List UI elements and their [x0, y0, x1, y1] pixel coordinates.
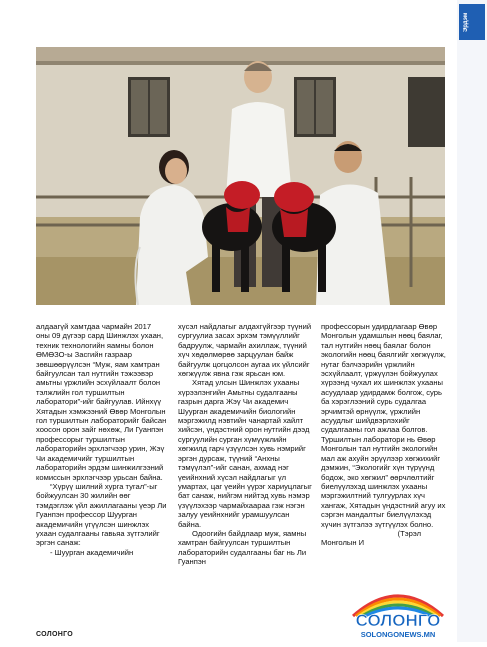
- author-line: (Тэрэл: [397, 528, 421, 538]
- svg-text:SOLONGONEWS.MN: SOLONGONEWS.MN: [360, 630, 436, 639]
- side-strip: [457, 0, 487, 642]
- text-column-3: [321, 322, 451, 548]
- article-photo: [36, 47, 445, 305]
- paragraph: Одоогийн байдлаар муж, яамны хамтран байгуулсан туршилтын лабораторийн судалгааны баг нь Ли Гуанпэн: [178, 528, 307, 567]
- paragraph: хүсэл найдлагыг алдахгүйгээр түүний сургуулиа засах эрхэм тэмүүллийг бадруулж, чармайн ахиллаж, түүний хүч хөдөлмөрөө зарцуулан байж байгуулж цогцолсон аугаа их үйлсийг хөгжүүлж явна гэж ярьсан юм.: [178, 322, 312, 379]
- source-line: Монголын И: [321, 538, 365, 548]
- paragraph: алдаагүй хамтдаа чармайн 2017 оны 09 дүгээр сард Шинжлэх ухаан, техник технологийн яамны болон ӨМӨЗО-ы Засгийн газраар зөвшөөрүүлсэн “Муж, яам хамтран байгуулсан тал нутгийн тэжээвэр амьтны үржлийн эсхүйлаалт болон тэлжлийн гол туршилтын лаборатори”-ийг байгуулав. Ийнхүү Хятадын хэмжээний Өвөр Монголын гол туршилтын лабораторийг байсан хоосон орон зайг нөхөж, Ли Гуанпэн профессорыг туршилтын лабораторийн эрхлэгчээр урин, Жэү Чи академичийг туршилтын лабораторийн эрдэм шинжилгээний комиссын эрхлэгчээр урьсан байна.: [36, 322, 167, 482]
- footer-label: СОЛОНГО: [36, 631, 73, 638]
- text-column-1: [36, 322, 167, 557]
- paragraph: “Хүрүү шилний хурга тугал”-ыг бойжуулсан 30 жилийн өөг тэмдэглэж үйл ажиллагааны үеэр Ли Гуанпэн профессор Шуурган академичийн үгүүлсэн шинжлэх ухаан судалгааны гавьяа зүтгэлийг эргэн санаж:: [36, 481, 167, 548]
- publication-logo: [347, 582, 449, 642]
- paragraph: - Шуурган академичийн: [50, 547, 134, 557]
- svg-text:СОЛОНГО: СОЛОНГО: [355, 611, 441, 630]
- text-column-2: [178, 322, 313, 567]
- section-tab-label: Эрдэм: [463, 12, 469, 32]
- paragraph: Хятад улсын Шинжлэх ухааны хүрээлэнгийн Амьтны судалгааны газрын дарга Жэү Чи академич Шуурган академичийн биологийн мэргэжилд нэвтийн чанартай хайлт хийсэн, үндэстний орон нутгийн дээд сургуулийн сурган хүмүүжлийн хөгжилд гарч үзүүлсэн хувь нэмрийг эргэн дурсаж, түүний “Анхны тэмүүлэл”-ийг санан, ахмад нэг үеийнхний хүсэл найдлагыг үл умартах, цаг үеийн үүрэг хариуцлагыг бат санаж, нийгэм нийтэд хувь нэмэр үзүүлэхээр чармайхаараа гэж нэгэн залуу үеийнхнийг урамшуулсан байна.: [178, 378, 312, 529]
- paragraph: профессорын удирдлагаар Өвөр Монголын удамшлын нөөц баялаг, тал нутгийн нөөц баялаг болон экологийн нөөц баялгийг хөгжүүлж, нутаг бэлчээрийн үржлийн эсхүйлаалт, үржүүлэн бойжуулах хүрээнд чухал их шинжлэх ухааны асуудлаар удирдамж болгож, сурь ба хэрэглээний сурь судалгаа эрчимтэй өрнүүлж, үржлийн асуудлыг шийдвэрлэхийг судалгааны гол ажлаа болгов. Туршилтын лаборатори нь Өвөр Монголын тал нутгийн экологийн мал аж ахуйн эрүүлээр хөгжихийг дэмжин, “Экологийг хүн түрүүнд бодож, эко хөгжил” өөрчлөлтийг биелүүлэхэд шинжлэх ухааны мэргэжилтний тулгуурлах хүч хангаж, Хятадын үндэстний агуу их сэргэн мандалтыг биелүүлэхэд хүчин зүтгэлээ зүтгүүлэх болно.: [321, 322, 446, 529]
